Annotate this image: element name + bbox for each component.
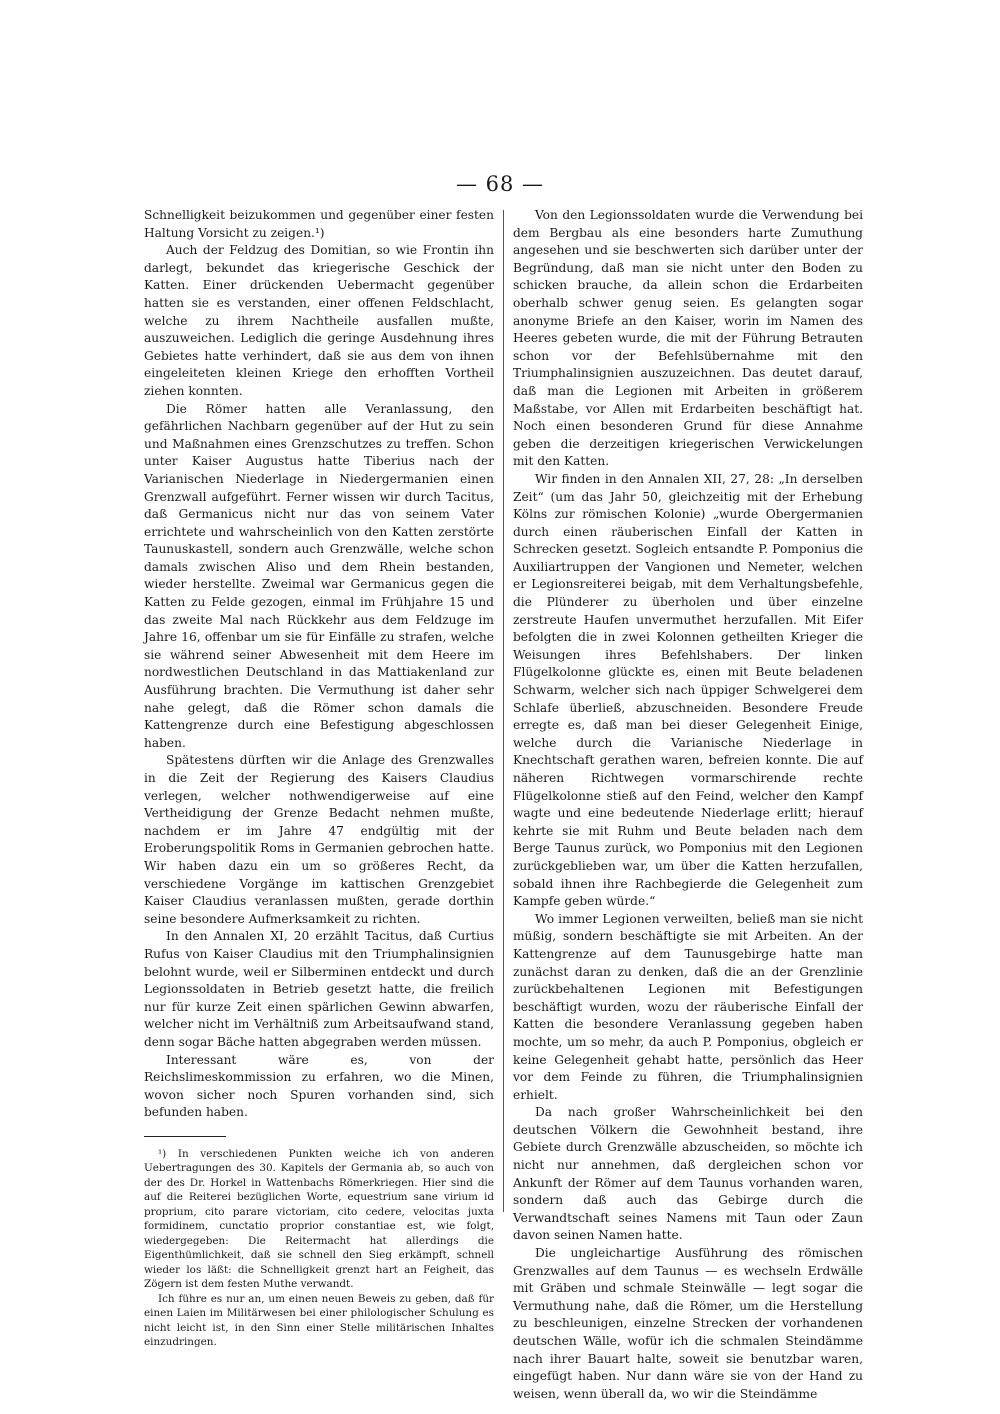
paragraph: Von den Legionssoldaten wurde die Verwendung bei dem Bergbau als eine besonders harte Zumuthung angesehen und sie beschwerten sich darüber unter der Begründung, daß man sie nicht unter den Boden zu schicken brauche, da allein schon die Erdarbeiten oberhalb schwer genug seien. Es gelangten sogar anonyme Briefe an den Kaiser, worin im Namen des Heeres gebeten wurde, die mit der Führung Betrauten schon vor der Befehlsübernahme mit den Triumphalinsignien auszuzeichnen. Das deutet darauf, daß man die Legionen mit Arbeiten in größerem Maßstabe, vor Allen mit Erdarbeiten beschäftigt hat. Noch einen besonderen Grund für diese Annahme geben die derzeitigen kriegerischen Verwickelungen mit den Katten. (513, 208, 863, 469)
footnotes (144, 1147, 494, 1350)
footnote: Ich führe es nur an, um einen neuen Beweis zu geben, daß für einen Laien im Militärwesen bei einer philologischer Schulung es nicht leicht ist, in den Sinn einer Stelle militärischen Inhaltes einzudringen. (144, 1292, 494, 1349)
paragraph: In den Annalen XI, 20 erzählt Tacitus, daß Curtius Rufus von Kaiser Claudius mit den Triumphalinsignien belohnt wurde, weil er Silberminen entdeckt und durch Legionssoldaten in Betrieb gesetzt hatte, die freilich nur für kurze Zeit einen spärlichen Gewinn abwarfen, welcher nicht im Verhältniß zum Arbeitsaufwand stand, denn sogar Bäche hatten abgegraben werden müssen. (144, 929, 494, 1049)
paragraph: Interessant wäre es, von der Reichslimeskommission zu erfahren, wo die Minen, wovon sicher noch Spuren vorhanden sind, sich befunden haben. (144, 1052, 494, 1120)
left-column (144, 207, 494, 1350)
paragraph: Da nach großer Wahrscheinlichkeit bei den deutschen Völkern die Gewohnheit bestand, ihre Gebiete durch Grenzwälle abzuscheiden, so möchte ich nicht nur annehmen, daß dergleichen schon vor Ankunft der Römer auf dem Taunus vorhanden waren, sondern daß auch das Gebirge durch die Verwandtschaft seines Namens mit Taun oder Zaun davon seinen Namen hatte. (513, 1105, 863, 1243)
paragraph: Auch der Feldzug des Domitian, so wie Frontin ihn darlegt, bekundet das kriegerische Geschick der Katten. Einer drückenden Uebermacht gegenüber hatten sie es verstanden, einer offenen Feldschlacht, welche zu ihrem Nachtheile ausfallen mußte, auszuweichen. Lediglich die geringe Ausdehnung ihres Gebietes hatte verhindert, daß sie aus dem von ihnen eingeleiteten kleinen Kriege den erhofften Vortheil ziehen konnten. (144, 243, 494, 398)
paragraph: Schnelligkeit beizukommen und gegenüber einer festen Haltung Vorsicht zu zeigen.¹) (144, 208, 494, 240)
paragraph: Spätestens dürften wir die Anlage des Grenzwalles in die Zeit der Regierung des Kaisers Claudius verlegen, welcher nothwendigerweise auf eine Vertheidigung der Grenze Bedacht nehmen mußte, nachdem er im Jahre 47 endgültig mit der Eroberungspolitik Roms in Germanien gebrochen hatte. Wir haben dazu ein um so größeres Recht, da verschiedene Vorgänge im kattischen Grenzgebiet Kaiser Claudius veranlassen mußten, gerade dorthin seine besondere Aufmerksamkeit zu richten. (144, 753, 494, 926)
footnote-separator (144, 1136, 226, 1137)
right-column (513, 207, 863, 1403)
paragraph: Wo immer Legionen verweilten, beließ man sie nicht müßig, sondern beschäftigte sie mit Arbeiten. An der Kattengrenze auf dem Taunusgebirge hatte man zunächst daran zu denken, daß die an der Grenzlinie zurückbehaltenen Legionen mit Befestigungen beschäftigt wurden, wozu der räuberische Einfall der Katten die besondere Veranlassung gegeben haben mochte, um so mehr, da auch P. Pomponius, obgleich er keine Gelegenheit gehabt hatte, persönlich das Heer vor dem Feinde zu führen, die Triumphalinsignien erhielt. (513, 911, 863, 1102)
footnote: ¹) In verschiedenen Punkten weiche ich von anderen Uebertragungen des 30. Kapitels der Germania ab, so auch von der des Dr. Horkel in Wattenbachs Römerkriegen. Hier sind die auf die Reiterei bezüglichen Worte, equestrium sane virium id proprium, cito parare victoriam, cito cedere, velocitas juxta formidinem, cunctatio proprior constantiae est, wie folgt, wiedergegeben: Die Reitermacht hat allerdings die Eigenthümlichkeit, daß sie schnell den Sieg erkämpft, schnell wieder los läßt: die Schnelligkeit grenzt hart an Feigheit, das Zögern ist dem festen Muthe verwandt. (144, 1147, 494, 1291)
paragraph: Die ungleichartige Ausführung des römischen Grenzwalles auf dem Taunus — es wechseln Erdwälle mit Gräben und schmale Steinwälle — legt sogar die Vermuthung nahe, daß die Römer, um die Herstellung zu beschleunigen, einzelne Strecken der vorhandenen deutschen Wälle, wofür ich die schmalen Steindämme nach ihrer Bauart halte, soweit sie benutzbar waren, eingefügt haben. Nur dann wäre sie von der Hand zu weisen, wenn überall da, wo wir die Steindämme (513, 1246, 863, 1401)
column-divider (503, 210, 504, 1212)
paragraph: Die Römer hatten alle Veranlassung, den gefährlichen Nachbarn gegenüber auf der Hut zu sein und Maßnahmen eines Grenzschutzes zu treffen. Schon unter Kaiser Augustus hatte Tiberius nach der Varianischen Niederlage in Niedergermanien einen Grenzwall aufgeführt. Ferner wissen wir durch Tacitus, daß Germanicus nicht nur das von seinem Vater errichtete und wahrscheinlich von den Katten zerstörte Taunuskastell, sondern auch Grenzwälle, welche schon damals zwischen Aliso und dem Rhein bestanden, wieder herstellte. Zweimal war Germanicus gegen die Katten zu Felde gezogen, einmal im Frühjahre 15 und das zweite Mal nach Rückkehr aus dem Feldzuge im Jahre 16, offenbar um sie für Einfälle zu strafen, welche sie während seiner Abwesenheit mit dem Heere im nordwestlichen Deutschland in das Mattiakenland zur Ausführung brachten. Die Vermuthung ist daher sehr nahe gelegt, daß die Römer schon damals die Kattengrenze durch eine Befestigung abgeschlossen haben. (144, 401, 494, 750)
page-number: — 68 — (455, 172, 545, 196)
paragraph: Wir finden in den Annalen XII, 27, 28: „In derselben Zeit“ (um das Jahr 50, gleichzeitig mit der Erhebung Kölns zur römischen Kolonie) „wurde Obergermanien durch einen räuberischen Einfall der Katten in Schrecken gesetzt. Sogleich entsandte P. Pomponius die Auxiliartruppen der Vangionen und Nemeter, welchen er Legionsreiterei beigab, mit dem Verhaltungsbefehle, die Plünderer zu überholen und über einzelne zerstreute Haufen unvermuthet herzufallen. Mit Eifer befolgten die in zwei Kolonnen getheilten Krieger die Weisungen ihres Befehlshabers. Der linken Flügelkolonne glückte es, einen mit Beute beladenen Schwarm, welcher sich nach üppiger Schwelgerei dem Schlafe überließ, abzuschneiden. Besondere Freude erregte es, daß man bei dieser Gelegenheit Einige, welche durch die Varianische Niederlage in Knechtschaft gerathen waren, befreien konnte. Die auf näheren Richtwegen vormarschirende rechte Flügelkolonne stieß auf den Feind, welcher den Kampf wagte und eine bedeutende Niederlage erlitt; hierauf kehrte sie mit Ruhm und Beute beladen nach dem Berge Taunus zurück, wo Pomponius mit den Legionen zurückgeblieben war, um über die Katten herzufallen, sobald ihnen ihre Rachbegierde die Gelegenheit zum Kampfe geben würde.“ (513, 471, 863, 909)
